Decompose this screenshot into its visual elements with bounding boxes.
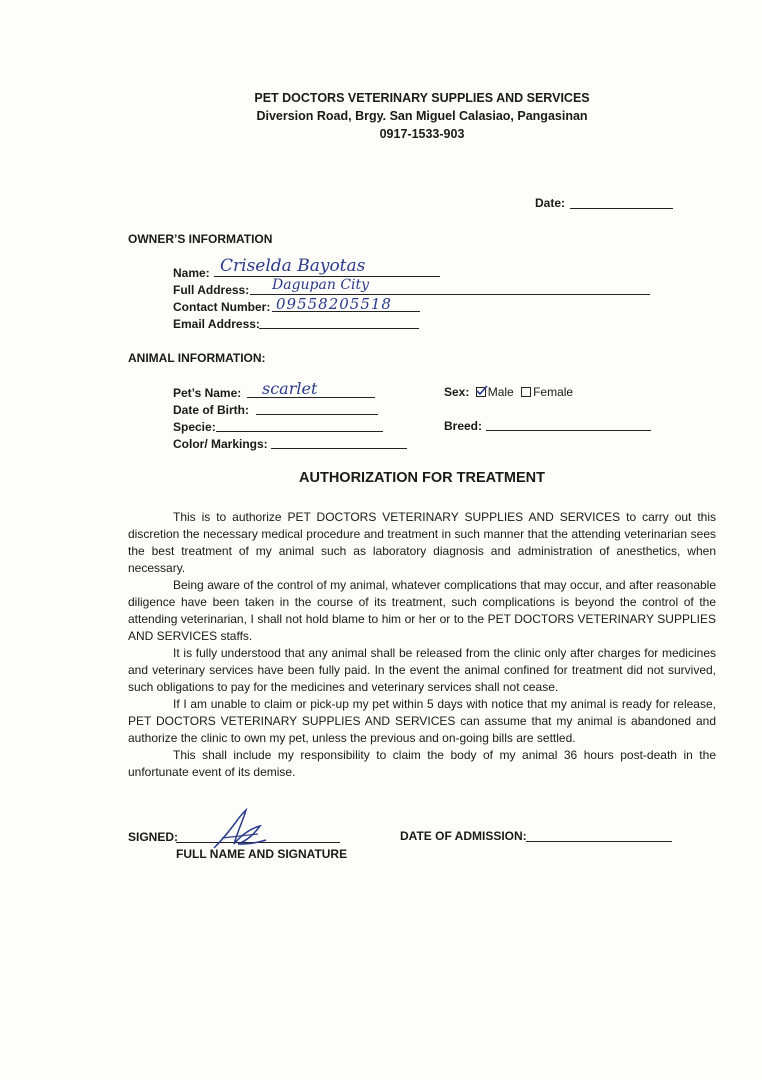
owner-contact-label: Contact Number: (173, 300, 271, 314)
color-markings-label: Color/ Markings: (173, 437, 268, 451)
breed-label: Breed: (444, 419, 483, 433)
authorization-paragraph: If I am unable to claim or pick-up my pet within 5 days with notice that my animal is ready for release, PET DOCTORS VETERINARY SUPPLIES AND SERVICES can assume that my animal is abandoned and authorize the clinic to own my pet, unless the previous and on-going bills are settled. (128, 697, 716, 745)
date-field[interactable] (570, 208, 673, 209)
authorization-body (128, 509, 716, 781)
authorization-paragraph: This is to authorize PET DOCTORS VETERINARY SUPPLIES AND SERVICES to carry out this discretion the necessary medical procedure and treatment in such manner that the attending veterinarian sees the best treatment of my animal such as laboratory diagnosis and administration of anesthetics, when necessary. (128, 510, 716, 575)
pet-name-label: Pet’s Name: (173, 386, 242, 400)
male-checkbox[interactable] (476, 387, 486, 397)
dob-field[interactable] (256, 414, 378, 415)
dob-label: Date of Birth: (173, 403, 249, 417)
owner-name-label: Name: (173, 266, 210, 280)
owner-address-value: Dagupan City (272, 277, 370, 293)
pet-name-value: scarlet (262, 379, 318, 398)
animal-section-title: ANIMAL INFORMATION: (128, 351, 266, 365)
authorization-paragraph: It is fully understood that any animal shall be released from the clinic only after charges for medicines and veterinary services have been fully paid. In the event the animal confined for treatment did not survived, such obligations to pay for the medicines and veterinary services shall not cease. (128, 646, 716, 694)
authorization-title: AUTHORIZATION FOR TREATMENT (299, 470, 545, 486)
breed-field[interactable] (486, 430, 651, 431)
admission-date-field[interactable] (526, 841, 672, 842)
owner-email-label: Email Address: (173, 317, 260, 331)
male-option-label: Male (487, 385, 514, 399)
female-checkbox[interactable] (521, 387, 531, 397)
owner-name-value: Criselda Bayotas (220, 256, 366, 276)
owner-email-field[interactable] (259, 328, 419, 329)
company-phone: 0917-1533-903 (379, 127, 465, 141)
female-option-label: Female (533, 385, 574, 399)
company-address: Diversion Road, Brgy. San Miguel Calasiao, Pangasinan (256, 109, 588, 123)
sex-field (444, 385, 573, 399)
signature-caption: FULL NAME AND SIGNATURE (176, 847, 348, 861)
authorization-paragraph: Being aware of the control of my animal, whatever complications that may occur, and after reasonable diligence have been taken in the course of its treatment, such complications is beyond the control of the attending veterinarian, I shall not hold blame to him or her or to the PET DOCTORS VETERINARY SUPPLIES AND SERVICES staffs. (128, 578, 716, 643)
specie-label: Specie: (173, 420, 216, 434)
signed-label: SIGNED: (128, 830, 179, 844)
authorization-paragraph: This shall include my responsibility to claim the body of my animal 36 hours post-death in the unfortunate event of its demise. (128, 748, 716, 779)
owner-contact-value: 09558205518 (276, 295, 392, 313)
sex-label: Sex: (444, 385, 470, 399)
company-name: PET DOCTORS VETERINARY SUPPLIES AND SERVICES (254, 91, 590, 105)
admission-date-label: DATE OF ADMISSION: (400, 829, 527, 843)
color-markings-field[interactable] (271, 448, 407, 449)
owner-address-label: Full Address: (173, 283, 250, 297)
date-label: Date: (535, 196, 566, 210)
specie-field[interactable] (216, 431, 383, 432)
owner-section-title: OWNER’S INFORMATION (128, 232, 273, 246)
